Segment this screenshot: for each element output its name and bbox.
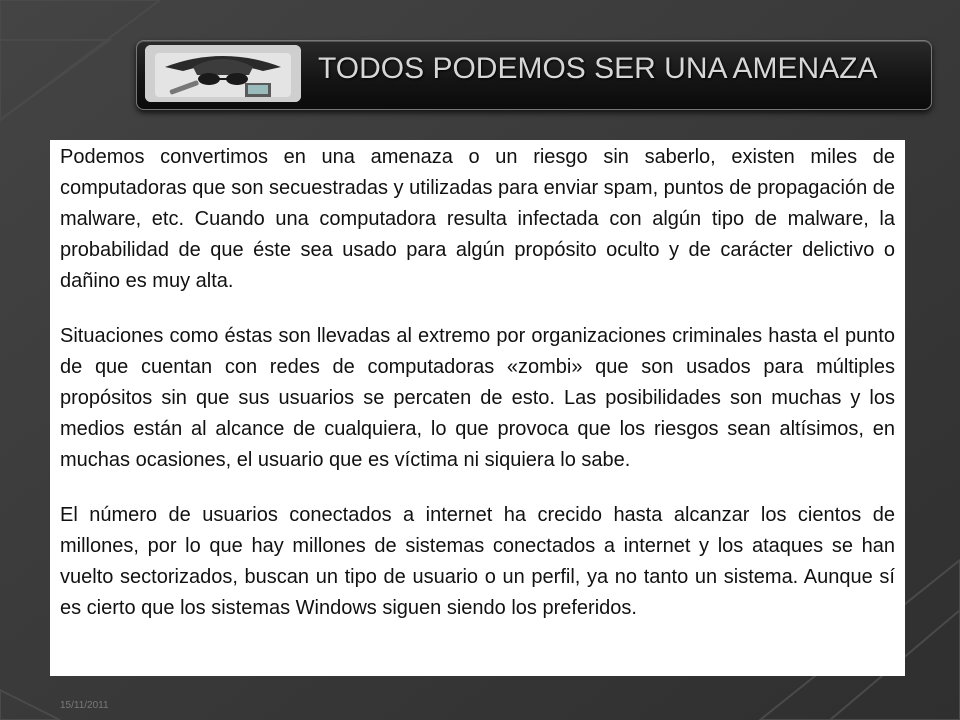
content-box	[50, 140, 905, 676]
paragraph-2: Situaciones como éstas son llevadas al extremo por organizaciones criminales hasta el punto de que cuentan con redes de computadoras «zombi» que son usados para múltiples propósitos sin que sus usuarios se percaten de esto. Las posibilidades son muchas y los medios están al alcance de cualquiera, lo que provoca que los riesgos sean altísimos, en muchas ocasiones, el usuario que es víctima ni siquiera lo sabe.	[60, 325, 895, 471]
spy-hacker-icon	[145, 45, 301, 102]
paragraph-3: El número de usuarios conectados a internet ha crecido hasta alcanzar los cientos de millones, por lo que hay millones de sistemas conectados a internet y los ataques se han vuelto sectorizados, buscan un tipo de usuario o un perfil, ya no tanto un sistema. Aunque sí es cierto que los sistemas Windows siguen siendo los preferidos.	[60, 504, 895, 619]
slide-title: TODOS PODEMOS SER UNA AMENAZA	[318, 52, 878, 85]
paragraph-1: Podemos convertimos en una amenaza o un riesgo sin saberlo, existen miles de computadoras que son secuestradas y utilizadas para enviar spam, puntos de propagación de malware, etc. Cuando una computadora resulta infectada con algún tipo de malware, la probabilidad de que éste sea usado para algún propósito oculto y de carácter delictivo o dañino es muy alta.	[60, 146, 895, 292]
slide-date: 15/11/2011	[60, 700, 109, 711]
